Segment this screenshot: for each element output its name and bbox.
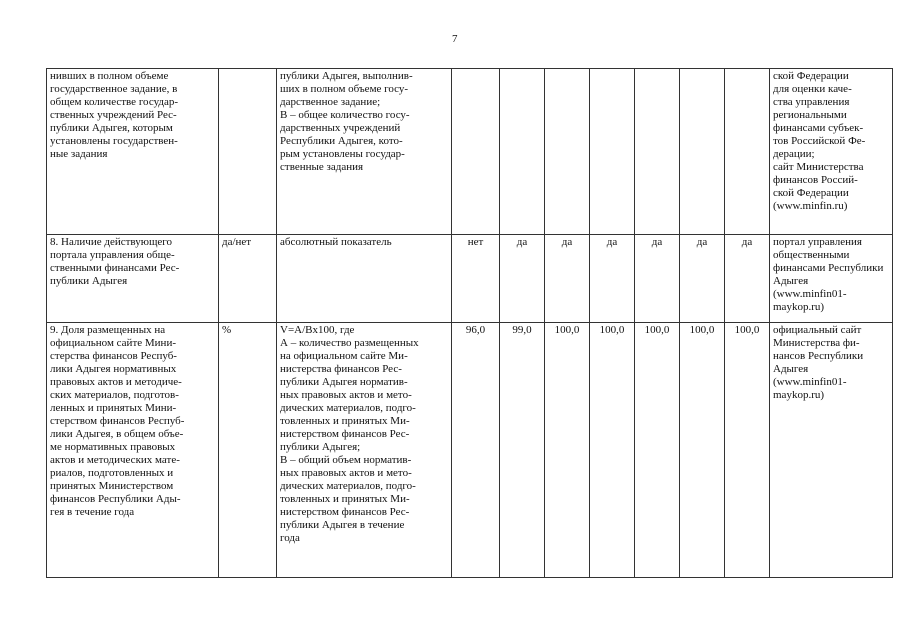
method-cell: публики Адыгея, выполнив- ших в полном объеме госу- дарственное задание; В – общее количество госу- дарственных учреждений Республики Адыгея, кото- рым установлены государ- ственные задания [277,69,452,235]
value-cell: 100,0 [635,323,680,578]
value-cell [590,69,635,235]
value-cell: да [635,235,680,323]
value-cell: нет [452,235,500,323]
method-cell: абсолютный показатель [277,235,452,323]
value-cell [545,69,590,235]
page-number: 7 [452,33,458,45]
value-cell [725,69,770,235]
value-cell: 96,0 [452,323,500,578]
value-cell: 100,0 [725,323,770,578]
value-cell: да [500,235,545,323]
unit-cell: % [219,323,277,578]
source-cell: официальный сайт Министерства фи- нансов Республики Адыгея (www.minfin01- maykop.ru) [770,323,893,578]
value-cell: да [545,235,590,323]
value-cell: да [680,235,725,323]
indicator-name-cell: нивших в полном объеме государственное задание, в общем количестве государ- ственных учреждений Рес- публики Адыгея, которым установлены государствен- ные задания [47,69,219,235]
value-cell: 99,0 [500,323,545,578]
value-cell: 100,0 [590,323,635,578]
method-cell: V=A/Bx100, где А – количество размещенных на официальном сайте Ми- нистерства финансов Рес- публики Адыгея норматив- ных правовых актов и мето- дических материалов, подго- товленных и принятых Ми- нистерством финансов Рес- публики Адыгея; В – общий объем норматив- ных правовых актов и мето- дических материалов, подго- товленных и принятых Ми- нистерством финансов Рес- публики Адыгея в течение года [277,323,452,578]
indicator-name-cell: 9. Доля размещенных на официальном сайте Мини- стерства финансов Респуб- лики Адыгея нормативных правовых актов и методиче- ских материалов, подготов- ленных и принятых Мини- стерством финансов Респуб- лики Адыгея, в общем объе- ме нормативных правовых актов и методических мате- риалов, подготовленных и принятых Министерством финансов Республики Ады- гея в течение года [47,323,219,578]
value-cell: да [590,235,635,323]
value-cell [500,69,545,235]
value-cell [680,69,725,235]
value-cell: 100,0 [680,323,725,578]
source-cell: ской Федерации для оценки каче- ства управления региональными финансами субъек- тов Российской Фе- дерации; сайт Министерства финансов Россий- ской Федерации (www.minfin.ru) [770,69,893,235]
value-cell [635,69,680,235]
indicator-name-cell: 8. Наличие действующего портала управления обще- ственными финансами Рес- публики Адыгея [47,235,219,323]
unit-cell: да/нет [219,235,277,323]
value-cell: 100,0 [545,323,590,578]
source-cell: портал управления общественными финансами Республики Адыгея (www.minfin01- maykop.ru) [770,235,893,323]
unit-cell [219,69,277,235]
table-row [47,323,893,578]
table-row [47,235,893,323]
table-row [47,69,893,235]
value-cell: да [725,235,770,323]
value-cell [452,69,500,235]
indicators-table [46,68,893,578]
